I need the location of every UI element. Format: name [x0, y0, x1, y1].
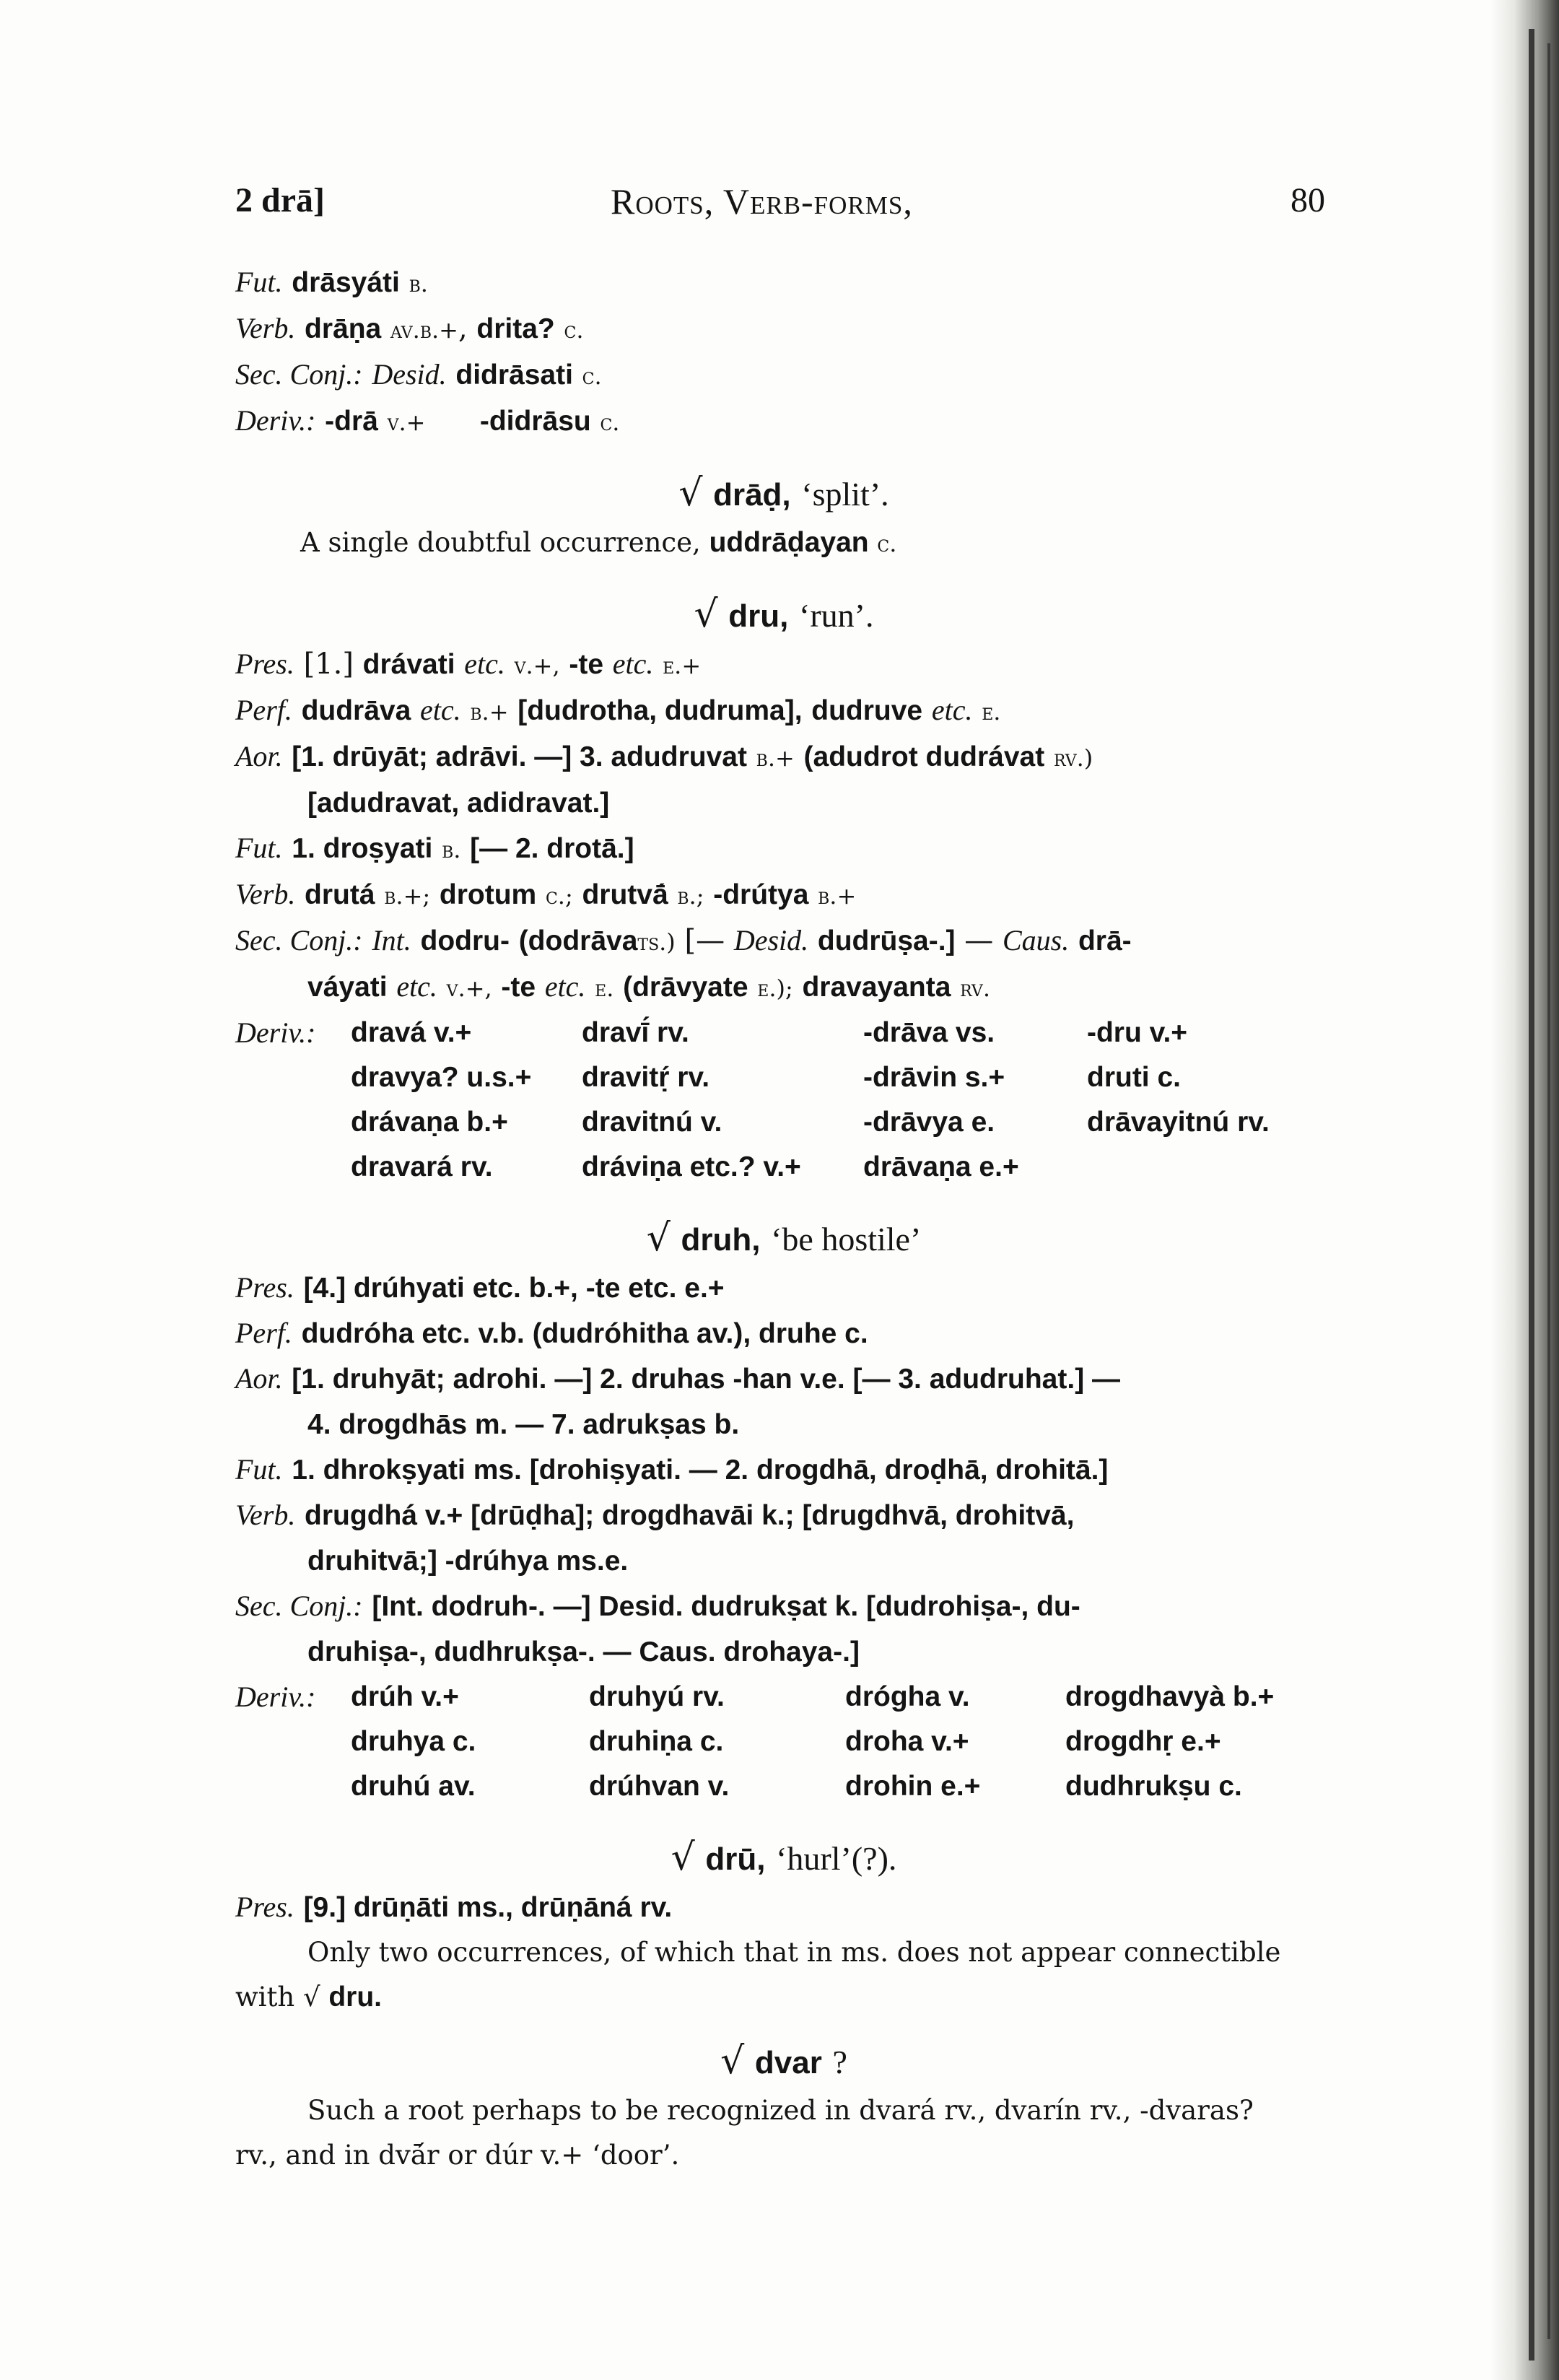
derivative-form: -didrāsu	[479, 406, 591, 437]
derivative-form: drúhvan v.	[589, 1771, 730, 1802]
note-text: Only two occurrences, of which that in ms. does not appear connectible	[307, 1937, 1281, 1968]
dash: —	[964, 924, 994, 957]
verb-form: drugdhá v.+ [drūḍha]; drogdhavāi k.; [drugdhvā, drohitvā,	[305, 1500, 1075, 1531]
verb-form: drita?	[476, 313, 555, 344]
derivative-row	[235, 1719, 1332, 1764]
root-headword	[235, 2036, 1332, 2088]
derivative-row	[235, 1764, 1332, 1809]
source-abbr: e.);	[757, 975, 793, 1002]
derivative-form: dravará rv.	[351, 1151, 493, 1182]
entry-line: Verb. drāṇa av.b.+, drita? c.	[235, 312, 584, 345]
source-abbr: b.+	[818, 882, 857, 910]
derivative-form: drāvayitnú rv.	[1087, 1107, 1270, 1138]
derivative-row	[235, 1675, 1332, 1719]
verb-form: druhiṣa-, dudhrukṣa-. — Caus. drohaya-.]	[307, 1636, 860, 1668]
entry-line	[235, 1447, 1332, 1493]
section-label: Perf.	[235, 1317, 292, 1349]
entry-line	[235, 1265, 1332, 1311]
verb-form: drā-	[1078, 925, 1132, 956]
section-label: Verb.	[235, 878, 296, 910]
derivative-form: -dru v.+	[1087, 1017, 1188, 1048]
verb-form: [1. druhyāt; adrohi. —] 2. druhas -han v.e. [— 3. adudruhat.] —	[292, 1364, 1121, 1395]
source-abbr: b.+	[756, 744, 795, 772]
root-headword	[235, 589, 1332, 642]
etc-label: etc.	[544, 970, 586, 1003]
page-number: 80	[1291, 181, 1325, 219]
derivative-row	[235, 1011, 1332, 1055]
verb-form: váyati	[307, 972, 388, 1003]
entry-line	[235, 260, 1332, 306]
derivative-form: dráviṇa etc.? v.+	[582, 1151, 801, 1182]
root-headword	[235, 1213, 1332, 1265]
verb-form: dudrāva	[301, 695, 411, 726]
derivative-form: dravá v.+	[351, 1017, 472, 1048]
section-label: Verb.	[235, 1499, 296, 1531]
verb-form: dudruve	[811, 695, 923, 726]
verb-form: 4. drogdhās m. — 7. adrukṣas b.	[307, 1409, 740, 1440]
header-entry-range: 2 drā]	[235, 181, 325, 219]
section-label: Sec. Conj.:	[235, 358, 363, 391]
verb-form: -drútya	[713, 879, 809, 910]
source-abbr: b.+	[470, 698, 509, 725]
verb-form: drutvā́	[582, 879, 668, 910]
entry-note	[235, 520, 1332, 566]
entry-line	[235, 352, 1332, 398]
entry-note	[235, 2133, 1332, 2178]
root-form: dvar	[754, 2045, 822, 2080]
sub-label: Desid.	[733, 924, 809, 956]
derivative-form: drúh v.+	[351, 1681, 459, 1712]
note-text: rv., and in dvā́r or dúr v.+ ‘door’.	[235, 2140, 680, 2171]
derivatives-table	[235, 1011, 1332, 1190]
derivative-form: -drāva vs.	[863, 1017, 995, 1048]
verb-form: [— 2. drotā.]	[470, 833, 634, 864]
root-sign-icon: √	[694, 593, 718, 636]
root-form: druh,	[681, 1222, 761, 1257]
section-label: Fut.	[235, 266, 283, 298]
derivative-form: droha v.+	[845, 1726, 969, 1757]
root-gloss: ?	[832, 2044, 847, 2080]
source-abbr: ts.)	[637, 928, 676, 956]
derivative-form: druti c.	[1087, 1062, 1182, 1093]
derivative-form: drávaṇa b.+	[351, 1107, 508, 1138]
verb-form: dudrūṣa-.]	[817, 925, 956, 956]
source-abbr: b.;	[677, 882, 704, 910]
derivative-form: -drāvin s.+	[863, 1062, 1005, 1093]
verb-form: [9.] drūṇāti ms., drūṇāná rv.	[303, 1892, 673, 1923]
derivative-row	[235, 1100, 1332, 1145]
sub-label: Int.	[372, 924, 411, 956]
section-label: Perf.	[235, 694, 292, 726]
root-gloss: ‘hurl’(?).	[776, 1840, 897, 1877]
entry-line	[235, 688, 1332, 734]
section-label: Pres.	[235, 648, 294, 680]
derivative-form: dudhrukṣu c.	[1065, 1771, 1242, 1802]
entry-line-continued	[235, 1538, 1332, 1584]
entry-line	[235, 826, 1332, 872]
derivatives-table	[235, 1675, 1332, 1809]
derivative-form: druhú av.	[351, 1771, 476, 1802]
root-sign-icon: √	[302, 1982, 320, 2013]
section-label: Aor.	[235, 1362, 283, 1395]
section-label: Fut.	[235, 832, 283, 864]
derivative-form: druhyú rv.	[589, 1681, 725, 1712]
source-abbr: av.b.+	[390, 316, 458, 344]
derivative-row	[235, 1055, 1332, 1100]
root-form: dru,	[728, 598, 789, 634]
verb-form: -te	[569, 649, 604, 680]
verb-form: [1. drūyāt; adrāvi. —] 3. adudruvat	[292, 741, 747, 772]
verb-form: (adudrot dudrávat	[803, 741, 1045, 772]
verb-form: dravayanta	[802, 972, 951, 1003]
entry-line	[235, 1584, 1332, 1629]
binding-line-inner	[1547, 43, 1550, 2339]
section-label: Deriv.:	[235, 404, 316, 437]
section-label: Deriv.:	[235, 1016, 316, 1049]
bracket: [—	[684, 924, 725, 957]
source-abbr: rv.)	[1053, 744, 1093, 772]
section-label: Pres.	[235, 1891, 294, 1923]
derivative-form: -drāvya e.	[863, 1107, 995, 1138]
verb-form: drāṇa	[305, 313, 382, 344]
verb-form: didrāsati	[455, 359, 573, 391]
entry-line-continued	[235, 780, 1332, 826]
source-abbr: b.	[409, 270, 428, 297]
entry-line	[235, 1356, 1332, 1402]
verb-form: [dudrotha, dudruma],	[518, 695, 803, 726]
entry-line	[235, 1493, 1332, 1538]
verb-form: [adudravat, adidravat.]	[307, 788, 610, 819]
root-form: drāḍ,	[713, 477, 791, 513]
verb-form: 1. droṣyati	[292, 833, 433, 864]
source-abbr: c.	[877, 530, 897, 557]
verb-form: uddrāḍayan	[709, 527, 869, 558]
derivative-form: drogdhavyà b.+	[1065, 1681, 1275, 1712]
verb-form: drávati	[362, 649, 455, 680]
sub-label: Caus.	[1003, 924, 1070, 956]
entry-line-continued	[235, 1402, 1332, 1447]
verb-form: (dodrāva	[518, 925, 638, 956]
page-body	[235, 260, 1332, 2178]
note-text: with	[235, 1982, 295, 2013]
verb-form: dudróha etc. v.b. (dudróhitha av.), druhe c.	[301, 1318, 868, 1349]
entry-note	[235, 2088, 1332, 2133]
derivative-row	[235, 1145, 1332, 1190]
verb-form: druhitvā;] -drúhya ms.e.	[307, 1546, 629, 1577]
derivative-form: dravī́ rv.	[582, 1017, 689, 1048]
etc-label: etc.	[420, 694, 461, 726]
note-text: Such a root perhaps to be recognized in dvará rv., dvarín rv., -dvaras?	[307, 2095, 1254, 2126]
root-form: dru.	[328, 1982, 382, 2013]
source-abbr: v.+,	[514, 652, 560, 679]
etc-label: etc.	[396, 970, 437, 1003]
entry-line-continued	[235, 1629, 1332, 1675]
derivative-form: dravitṛ́ rv.	[582, 1062, 710, 1093]
etc-label: etc.	[612, 648, 654, 680]
derivative-form: dravya? u.s.+	[351, 1062, 532, 1093]
section-label: Fut.	[235, 1453, 283, 1486]
root-gloss: ‘run’.	[799, 597, 874, 634]
entry-line	[235, 1311, 1332, 1356]
section-label: Verb.	[235, 312, 296, 344]
etc-label: etc.	[931, 694, 973, 726]
derivative-form: drohin e.+	[845, 1771, 981, 1802]
source-abbr: b.+;	[384, 882, 431, 910]
source-abbr: e.	[982, 698, 1001, 725]
source-abbr: b.	[442, 836, 461, 863]
derivative-form: -drā	[325, 406, 378, 437]
source-abbr: c.	[582, 362, 602, 390]
derivative-form: dravitnú v.	[582, 1107, 722, 1138]
section-label: Sec. Conj.:	[235, 924, 363, 956]
root-gloss: ‘split’.	[801, 476, 889, 513]
verb-form: (drāvyate	[623, 972, 748, 1003]
section-label: Sec. Conj.:	[235, 1590, 363, 1622]
entry-line	[235, 398, 1332, 445]
source-abbr: c.	[564, 316, 584, 344]
derivative-form: druhiṇa c.	[589, 1726, 724, 1757]
sub-label: Desid.	[372, 358, 447, 391]
verb-form: drāsyáti	[292, 267, 400, 298]
header-title: Roots, Verb-forms,	[611, 181, 913, 222]
source-abbr: e.+	[663, 652, 702, 679]
verb-form: dodru-	[420, 925, 510, 956]
verb-form: 1. dhrokṣyati ms. [drohiṣyati. — 2. drogdhā, droḍhā, drohitā.]	[292, 1455, 1109, 1486]
entry-line	[235, 642, 1332, 688]
note-text: A single doubtful occurrence,	[300, 527, 701, 558]
binding-line	[1529, 29, 1534, 2361]
entry-line	[235, 872, 1332, 918]
source-abbr: v.+	[387, 409, 426, 436]
verb-form: -te	[501, 972, 536, 1003]
root-sign-icon: √	[671, 1836, 695, 1879]
entry-line-continued	[235, 964, 1332, 1011]
root-sign-icon: √	[646, 1216, 671, 1260]
entry-line	[235, 1885, 1332, 1930]
verb-form: drutá	[305, 879, 375, 910]
running-header	[235, 180, 1325, 231]
entry-line	[235, 734, 1332, 780]
derivative-form: drāvaṇa e.+	[863, 1151, 1019, 1182]
source-abbr: c.	[600, 409, 620, 436]
root-sign-icon: √	[678, 471, 703, 515]
root-headword	[235, 1832, 1332, 1885]
derivative-form: drogdhṛ e.+	[1065, 1726, 1221, 1757]
section-label: Deriv.:	[235, 1681, 316, 1713]
class-number: [1.]	[303, 648, 354, 681]
root-sign-icon: √	[720, 2039, 745, 2083]
section-label: Aor.	[235, 740, 283, 772]
entry-note	[235, 1975, 1332, 2020]
entry-line	[235, 918, 1332, 964]
source-abbr: c.;	[545, 882, 573, 910]
verb-form: drotum	[439, 879, 537, 910]
verb-form: [Int. dodruh-. —] Desid. dudrukṣat k. [dudrohiṣa-, du-	[372, 1591, 1080, 1622]
verb-form: [4.] drúhyati etc. b.+, -te etc. e.+	[303, 1273, 725, 1304]
entry-note	[235, 1930, 1332, 1975]
source-abbr: rv.	[960, 975, 990, 1002]
section-label: Pres.	[235, 1271, 294, 1304]
derivative-form: druhya c.	[351, 1726, 476, 1757]
source-abbr: e.	[595, 975, 614, 1002]
root-headword	[235, 468, 1332, 520]
source-abbr: v.+,	[446, 975, 492, 1002]
root-form: drū,	[705, 1841, 766, 1877]
etc-label: etc.	[464, 648, 505, 680]
derivative-form: drógha v.	[845, 1681, 970, 1712]
root-gloss: ‘be hostile’	[771, 1221, 922, 1257]
